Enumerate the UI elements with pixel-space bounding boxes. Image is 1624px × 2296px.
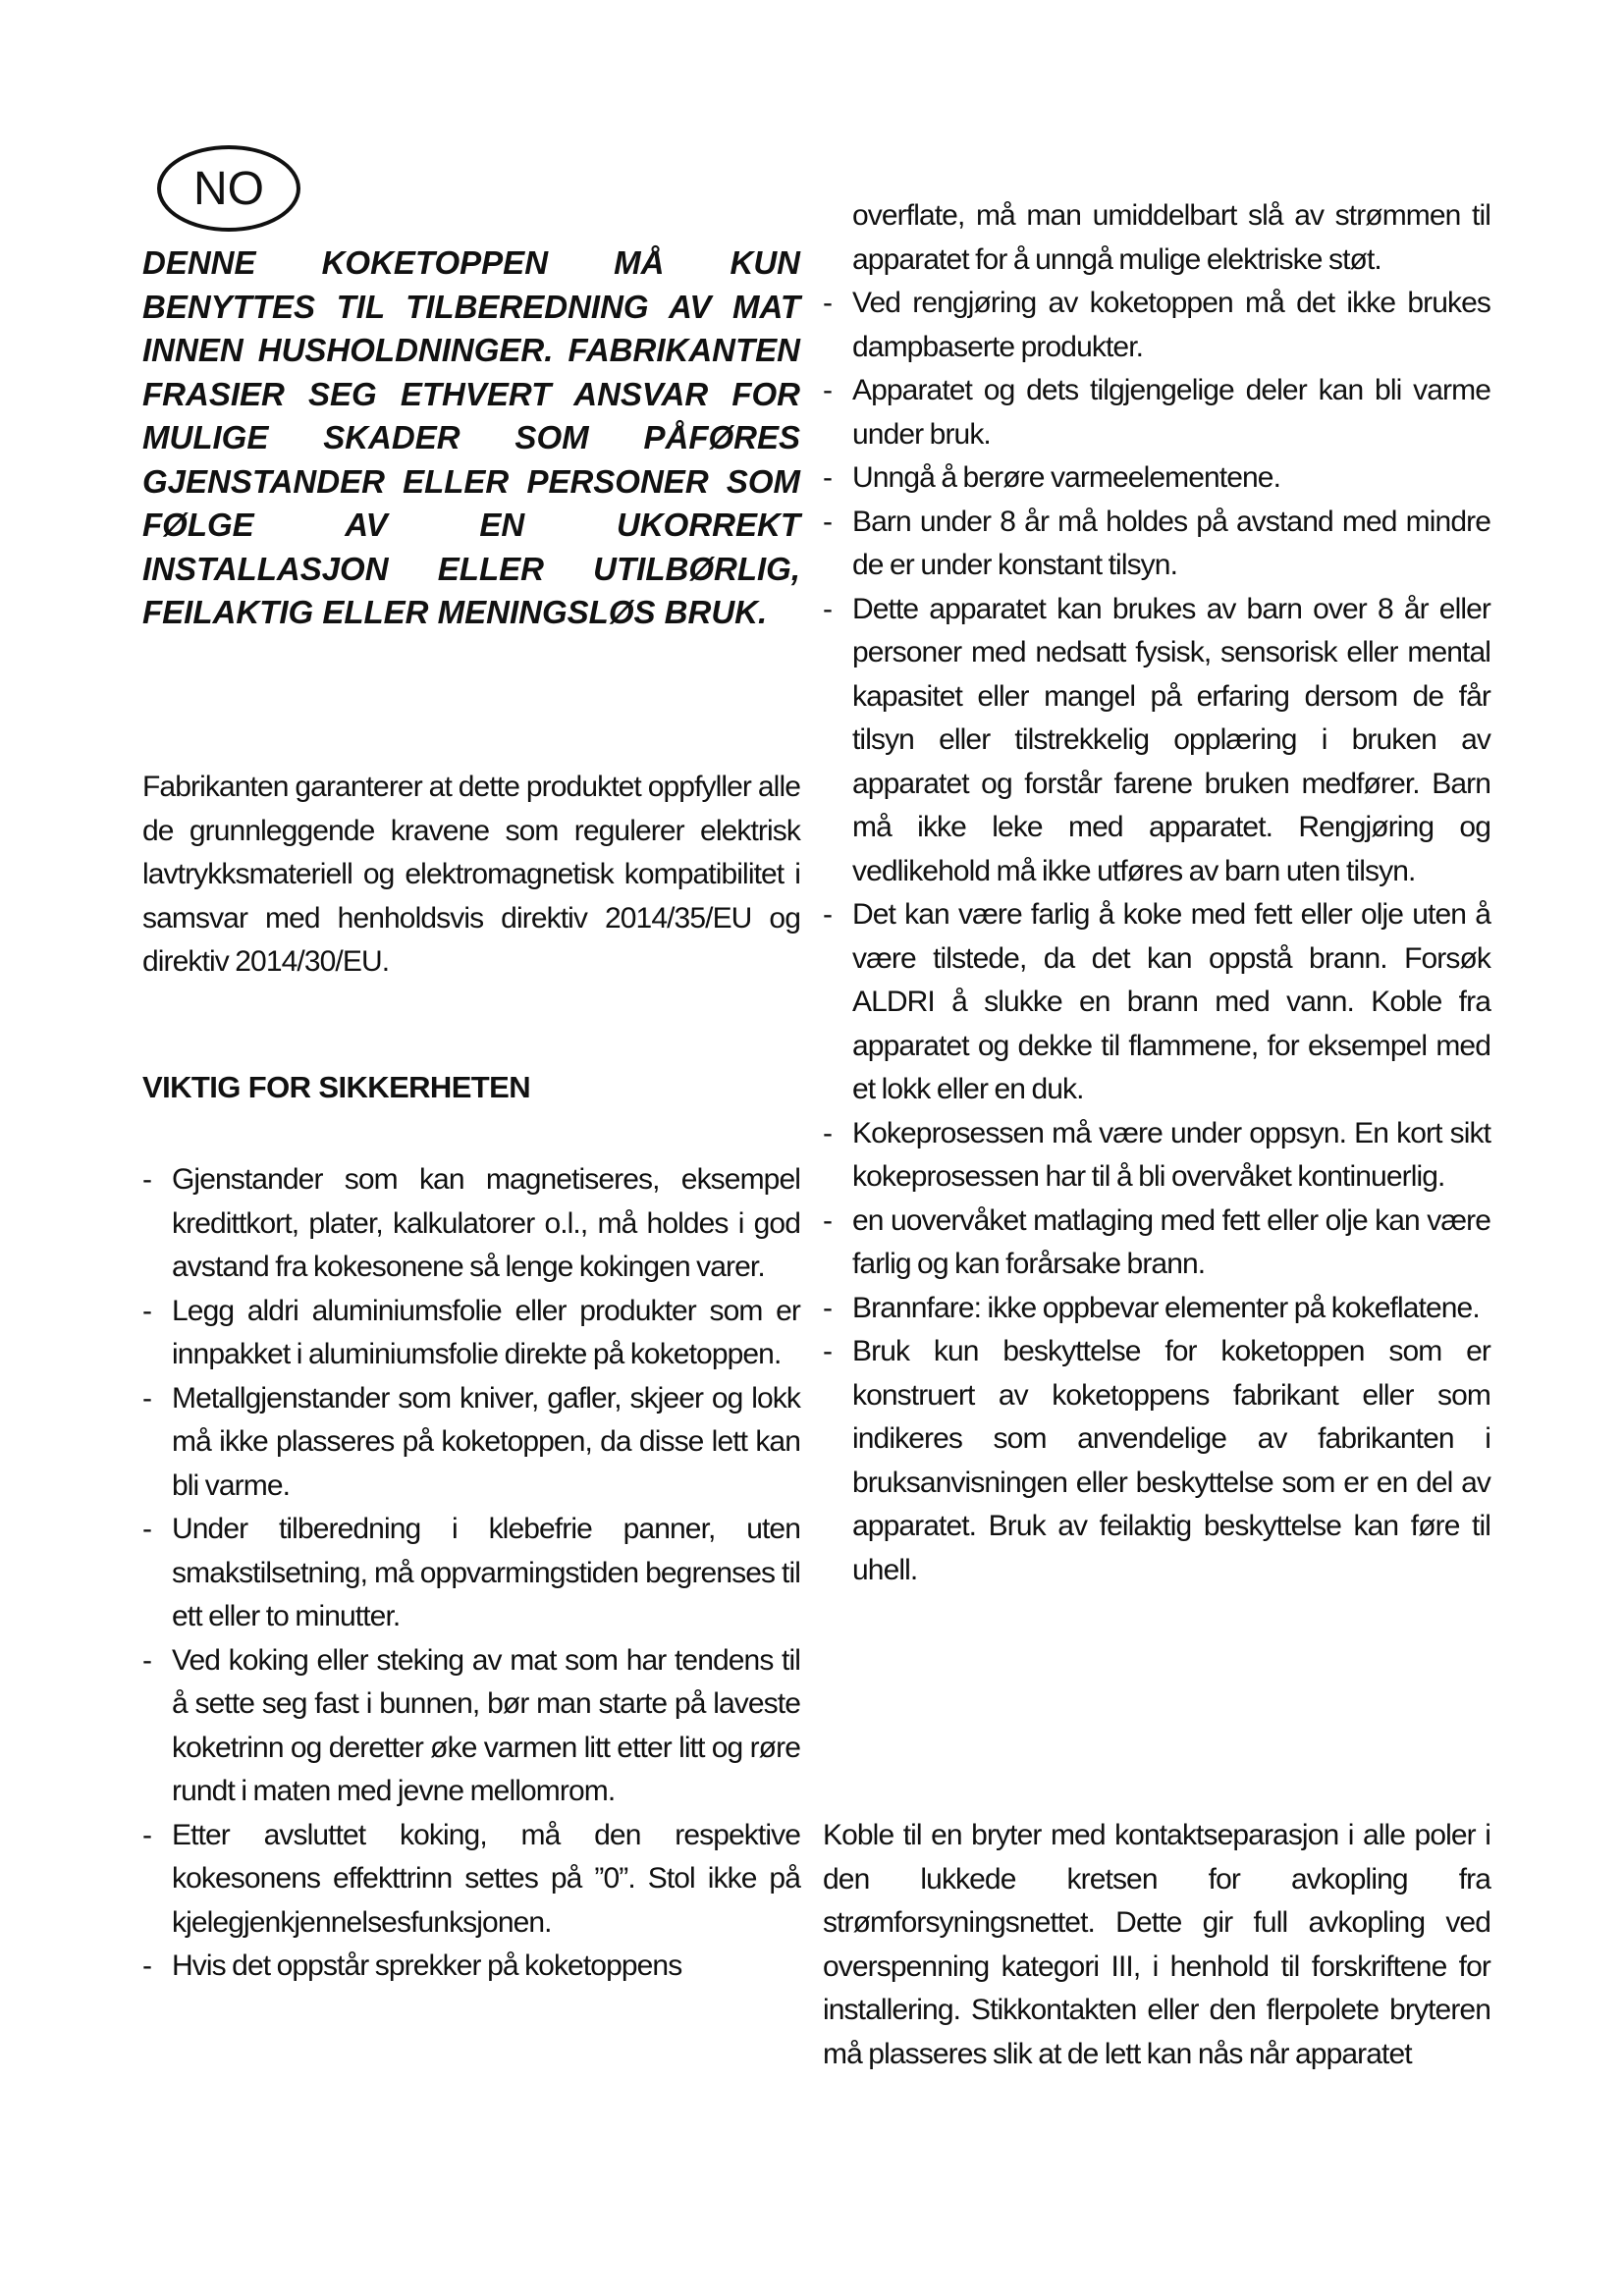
list-item <box>823 282 1490 369</box>
list-item-text: Under tilberedning i klebefrie panner, uten smakstilsetning, må oppvarmingstiden begrenses til ett eller to minutter. <box>172 1513 800 1632</box>
list-item <box>823 1200 1490 1287</box>
list-item-text: Kokeprosessen må være under oppsyn. En kort sikt kokeprosessen har til å bli overvåket kontinuerlig. <box>852 1116 1490 1193</box>
bullet-dash: - <box>823 898 833 931</box>
safety-heading: VIKTIG FOR SIKKERHETEN <box>142 1070 530 1104</box>
list-item-text: en uovervåket matlaging med fett eller olje kan være farlig og kan forårsake brann. <box>852 1203 1490 1280</box>
list-item <box>823 1287 1490 1331</box>
installation-paragraph: Koble til en bryter med kontaktseparasjon i alle poler i den lukkede kretsen for avkopling fra strømforsyningsnettet. Dette gir full avkopling ved overspenning kategori III, i henhold til forskriftene for installering. Stikkontakten eller den flerpolete bryteren må plasseres slik at de lett kan nås når apparatet <box>823 1819 1490 2070</box>
safety-list-left <box>142 1158 800 1989</box>
list-item-text: Brannfare: ikke oppbevar elementer på kokeflatene. <box>852 1291 1480 1324</box>
list-item <box>142 1158 800 1290</box>
list-item <box>823 588 1490 894</box>
safety-list-right <box>823 282 1490 1592</box>
bullet-dash: - <box>142 1381 152 1415</box>
list-item-text: Metallgjenstander som kniver, gafler, skjeer og lokk må ikke plasseres på koketoppen, da disse lett kan bli varme. <box>172 1381 800 1502</box>
list-item-text: Etter avsluttet koking, må den respektive kokesonens effekttrinn settes på ”0”. Stol ikke på kjelegjenkjennelsesfunksjonen. <box>172 1818 800 1939</box>
list-item <box>823 369 1490 456</box>
bullet-dash: - <box>142 1643 152 1677</box>
bullet-dash: - <box>823 461 833 494</box>
list-item-text: Gjenstander som kan magnetiseres, eksempel kredittkort, plater, kalkulatorer o.l., må holdes i god avstand fra kokesonene så lenge kokingen varer. <box>172 1163 800 1283</box>
right-safety-block <box>823 194 1490 1592</box>
bullet-dash: - <box>142 1294 152 1327</box>
list-item <box>142 1377 800 1509</box>
language-badge-label: NO <box>193 162 264 215</box>
list-item <box>142 1639 800 1814</box>
list-item-text: Bruk kun beskyttelse for koketoppen som er konstruert av koketoppens fabrikant eller som indikeres som anvendelige av fabrikanten i bruksanvisningen eller beskyttelse som er en del av apparatet. Bruk av feilaktig beskyttelse kan føre til uhell. <box>852 1335 1490 1586</box>
list-item-text: Unngå å berøre varmeelementene. <box>852 461 1281 494</box>
list-item <box>142 1945 800 1989</box>
list-item-text: Dette apparatet kan brukes av barn over 8 år eller personer med nedsatt fysisk, sensorisk eller mental kapasitet eller mangel på erfaring dersom de får tilsyn eller tilstrekkelig opplæring i bruken av apparatet og forstår farene bruken medfører. Barn må ikke leke med apparatet. Rengjøring og vedlikehold må ikke utføres av barn uten tilsyn. <box>852 592 1490 887</box>
list-item-text: Det kan være farlig å koke med fett eller olje uten å være tilstede, da det kan oppstå brann. Forsøk ALDRI å slukke en brann med vann. Koble fra apparatet og dekke til flammene, for eksempel med et lokk eller en duk. <box>852 898 1490 1105</box>
list-item-text: Ved rengjøring av koketoppen må det ikke brukes dampbaserte produkter. <box>852 287 1490 363</box>
bullet-dash: - <box>823 505 833 538</box>
list-item <box>142 1814 800 1946</box>
list-item <box>823 1330 1490 1592</box>
bullet-dash: - <box>823 592 833 625</box>
bullet-dash: - <box>823 374 833 406</box>
bullet-dash: - <box>823 1291 833 1324</box>
list-item <box>142 1290 800 1377</box>
bullet-dash: - <box>823 1335 833 1367</box>
bullet-dash: - <box>142 1949 152 1982</box>
bullet-dash: - <box>823 1116 833 1149</box>
language-badge <box>157 145 300 232</box>
list-item-text: Legg aldri aluminiumsfolie eller produkter som er innpakket i aluminiumsfolie direkte på koketoppen. <box>172 1294 800 1370</box>
bullet-dash: - <box>142 1818 152 1851</box>
list-item <box>142 1508 800 1639</box>
list-item-text: Hvis det oppstår sprekker på koketoppens <box>172 1949 682 1982</box>
continued-list-text: overflate, må man umiddelbart slå av strømmen til apparatet for å unngå mulige elektriske støt. <box>852 199 1490 276</box>
bullet-dash: - <box>142 1513 152 1545</box>
list-item <box>823 456 1490 501</box>
usage-warning: DENNE KOKETOPPEN MÅ KUN BENYTTES TIL TILBEREDNING AV MAT INNEN HUSHOLDNINGER. FABRIKANTEN FRASIER SEG ETHVERT ANSVAR FOR MULIGE SKADER SOM PÅFØRES GJENSTANDER ELLER PERSONER SOM FØLGE AV EN UKORREKT INSTALLASJON ELLER UTILBØRLIG, FEILAKTIG ELLER MENINGSLØS BRUK. <box>142 244 800 630</box>
list-item <box>823 1112 1490 1200</box>
bullet-dash: - <box>142 1163 152 1196</box>
bullet-dash: - <box>823 1203 833 1237</box>
list-item <box>823 501 1490 588</box>
list-item <box>823 893 1490 1112</box>
list-item-text: Apparatet og dets tilgjengelige deler kan bli varme under bruk. <box>852 374 1490 451</box>
bullet-dash: - <box>823 287 833 319</box>
list-item-text: Barn under 8 år må holdes på avstand med mindre de er under konstant tilsyn. <box>852 505 1490 581</box>
conformity-paragraph: Fabrikanten garanterer at dette produktet oppfyller alle de grunnleggende kravene som regulerer elektrisk lavtrykksmateriell og elektromagnetisk kompatibilitet i samsvar med henholdsvis direktiv 2014/35/EU og direktiv 2014/30/EU. <box>142 771 800 978</box>
list-item-text: Ved koking eller steking av mat som har tendens til å sette seg fast i bunnen, bør man starte på laveste koketrinn og deretter øke varmen litt etter litt og røre rundt i maten med jevne mellomrom. <box>172 1643 800 1807</box>
